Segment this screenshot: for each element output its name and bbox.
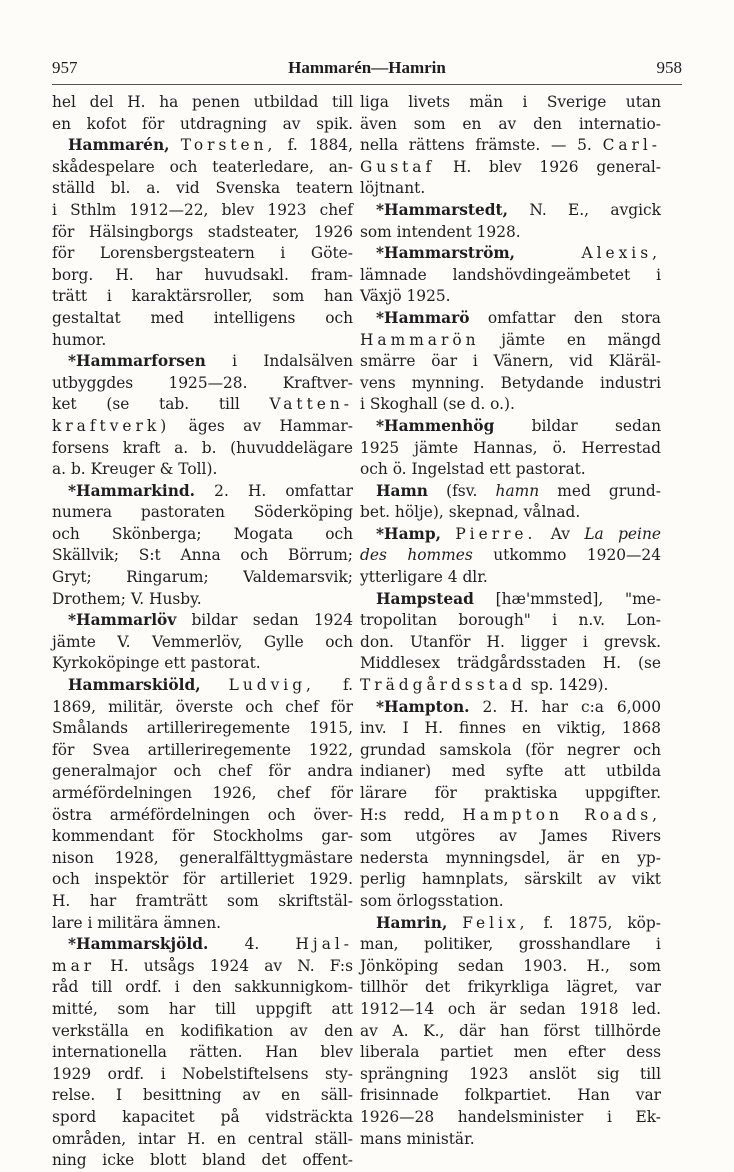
entry-headword: *Hammarforsen bbox=[68, 352, 206, 371]
page-header bbox=[52, 58, 682, 82]
text-segment: 1869, militär, överste och chef för bbox=[52, 697, 353, 716]
text-segment: Drothem; V. Husby. bbox=[52, 589, 202, 608]
spaced-name: Trädgårdsstad bbox=[360, 676, 526, 695]
text-segment: Jönköping sedan 1903. H., som bbox=[360, 956, 661, 975]
text-segment: verkställa en kodifikation av den bbox=[52, 1021, 353, 1040]
text-segment: trätt i karaktärsroller, som han bbox=[52, 287, 353, 306]
spaced-name: Felix, bbox=[462, 913, 529, 932]
text-segment: bildar sedan 1924 bbox=[176, 611, 353, 630]
text-segment: frisinnade folkpartiet. Han var bbox=[360, 1086, 661, 1105]
entry-headword: *Hammarlöv bbox=[68, 611, 177, 630]
text-line bbox=[360, 135, 661, 157]
entry-headword: *Hamp, bbox=[376, 524, 441, 543]
text-segment: sprängning 1923 anslöt sig till bbox=[360, 1064, 661, 1083]
text-segment: [hæ'mmsted], "me- bbox=[473, 589, 661, 608]
text-line bbox=[360, 394, 661, 416]
spaced-name: Hjal- bbox=[295, 935, 353, 954]
text-segment: och Skönberga; Mogata och bbox=[52, 524, 353, 543]
text-segment: och inspektör för artilleriet 1929. bbox=[52, 870, 353, 889]
text-segment: med grund- bbox=[539, 481, 661, 500]
text-segment: f. 1884, bbox=[276, 136, 353, 155]
text-line bbox=[360, 805, 661, 827]
text-segment: 1925 jämte Hannas, ö. Herrestad bbox=[360, 438, 661, 457]
entry-headword: Hammarskiöld, bbox=[68, 676, 201, 695]
text-segment bbox=[447, 914, 462, 932]
text-segment: vens mynning. Betydande industri bbox=[360, 373, 661, 392]
text-line bbox=[52, 1085, 353, 1107]
text-line bbox=[360, 610, 661, 632]
text-line bbox=[360, 826, 661, 848]
text-segment: liberala partiet men efter dess bbox=[360, 1043, 661, 1062]
entry-headword: Hamn bbox=[376, 481, 428, 500]
text-line bbox=[360, 1042, 661, 1064]
text-line bbox=[360, 416, 661, 438]
text-line bbox=[360, 222, 661, 244]
text-line bbox=[52, 805, 353, 827]
text-segment: inv. I H. finnes en viktig, 1868 bbox=[360, 719, 661, 738]
text-line bbox=[360, 1021, 661, 1043]
text-line bbox=[360, 330, 661, 352]
text-segment: skådespelare och teaterledare, an- bbox=[52, 157, 353, 176]
text-segment: äges av Hammar- bbox=[170, 416, 353, 435]
text-segment: bet. hölje), skepnad, vålnad. bbox=[360, 503, 581, 522]
text-line bbox=[52, 567, 353, 589]
text-line bbox=[360, 718, 661, 740]
text-segment: H. har framträtt som skriftstäl- bbox=[52, 891, 353, 910]
text-line bbox=[360, 697, 661, 719]
text-segment: lärare för praktiska uppgifter. bbox=[360, 784, 661, 802]
text-segment: H. blev 1926 general- bbox=[435, 157, 661, 176]
text-segment bbox=[441, 525, 455, 543]
text-segment: H. utsågs 1924 av N. F:s bbox=[95, 956, 353, 975]
text-segment: jämte V. Vemmerlöv, Gylle och bbox=[52, 632, 353, 651]
text-segment: Kyrkoköpinge ett pastorat. bbox=[52, 654, 261, 673]
text-line bbox=[360, 977, 661, 999]
entry-headword: *Hammenhög bbox=[376, 416, 495, 435]
text-line bbox=[360, 740, 661, 762]
text-line bbox=[360, 178, 661, 200]
text-segment: grundad samskola (för negrer och bbox=[360, 740, 661, 759]
text-line bbox=[52, 481, 353, 503]
text-line bbox=[52, 999, 353, 1021]
entry-headword: *Hammarkind. bbox=[68, 481, 196, 500]
text-line bbox=[52, 438, 353, 460]
text-line bbox=[52, 286, 353, 308]
text-segment: Av bbox=[536, 524, 585, 543]
text-segment: mitté, som har till uppgift att bbox=[52, 999, 353, 1018]
text-segment: generalmajor och chef för andra bbox=[52, 762, 353, 781]
spaced-name: Alexis, bbox=[581, 244, 661, 263]
text-segment: för Hälsingborgs stadsteater, 1926 bbox=[52, 222, 353, 241]
running-title: Hammarén—Hamrin bbox=[288, 58, 446, 77]
text-line bbox=[52, 718, 353, 740]
text-line bbox=[360, 200, 661, 222]
text-segment: sp. 1429). bbox=[525, 676, 609, 695]
text-line bbox=[52, 114, 353, 136]
text-line bbox=[52, 178, 353, 200]
text-segment: nedersta mynningsdel, är en yp- bbox=[360, 848, 661, 867]
text-segment: en kofot för utdragning av spik. bbox=[52, 114, 353, 133]
text-segment: 2. H. omfattar bbox=[195, 481, 353, 500]
text-line bbox=[52, 1042, 353, 1064]
text-segment: omfattar den stora bbox=[469, 308, 661, 327]
right-column bbox=[360, 92, 661, 1150]
text-line bbox=[360, 545, 661, 567]
italic-text: La peine bbox=[584, 524, 661, 543]
text-line bbox=[360, 502, 661, 524]
text-line bbox=[52, 826, 353, 848]
italic-text: hamn bbox=[495, 481, 540, 500]
text-line bbox=[52, 934, 353, 956]
text-segment: ning icke blott bland det offent- bbox=[52, 1151, 353, 1170]
text-segment: f. 1875, köp- bbox=[528, 913, 661, 932]
entry-headword: Hamrin, bbox=[376, 913, 448, 932]
text-segment: i Indalsälven bbox=[205, 352, 353, 371]
text-line bbox=[360, 459, 661, 481]
text-segment: tropolitan borough" i n.v. Lon- bbox=[360, 611, 661, 630]
text-segment: jämte en mängd bbox=[479, 330, 661, 349]
text-segment: 1929 ordf. i Nobelstiftelsens sty- bbox=[52, 1064, 353, 1083]
text-line bbox=[360, 438, 661, 460]
text-line bbox=[360, 243, 661, 265]
text-segment: 2. H. har c:a 6,000 bbox=[469, 697, 661, 716]
text-segment: löjtnant. bbox=[360, 179, 426, 198]
entry-headword: *Hammarskjöld. bbox=[68, 935, 209, 954]
text-line bbox=[360, 999, 661, 1021]
text-segment bbox=[201, 676, 229, 694]
text-segment: utkommo 1920—24 bbox=[472, 546, 662, 565]
text-segment: numera pastoraten Söderköping bbox=[52, 503, 353, 522]
text-line bbox=[52, 891, 353, 913]
text-segment: indianer) med syfte att utbilda bbox=[360, 762, 661, 781]
text-line bbox=[360, 675, 661, 697]
text-line bbox=[360, 761, 661, 783]
text-line bbox=[360, 157, 661, 179]
text-segment: för Lorensbergsteatern i Göte- bbox=[52, 244, 353, 263]
text-segment: relse. I besittning av en säll- bbox=[52, 1086, 353, 1105]
text-line bbox=[360, 589, 661, 611]
text-segment: som utgöres av James Rivers bbox=[360, 827, 661, 846]
spaced-name: Vatten- bbox=[269, 395, 353, 414]
text-line bbox=[52, 1129, 353, 1151]
text-line bbox=[52, 1064, 353, 1086]
text-line bbox=[52, 502, 353, 524]
text-line bbox=[360, 524, 661, 546]
entry-headword: *Hammarström, bbox=[376, 244, 516, 263]
entry-headword: *Hammarö bbox=[376, 308, 470, 327]
text-line bbox=[52, 330, 353, 352]
text-segment: utbyggdes 1925—28. Kraftver- bbox=[52, 373, 353, 392]
text-segment: spord kapacitet på vidsträckta bbox=[52, 1107, 353, 1126]
spaced-name: kraftverk) bbox=[52, 416, 171, 435]
text-line bbox=[52, 308, 353, 330]
text-line bbox=[360, 913, 661, 935]
text-segment: ket (se tab. till bbox=[52, 395, 270, 414]
text-segment: 1912—14 och är sedan 1918 led. bbox=[360, 999, 661, 1018]
text-line bbox=[360, 114, 661, 136]
spaced-name: mar bbox=[52, 956, 96, 975]
text-line bbox=[52, 589, 353, 611]
text-line bbox=[52, 761, 353, 783]
text-line bbox=[360, 265, 661, 287]
text-segment: H:s redd, bbox=[360, 805, 463, 824]
text-segment: tillhör det frikyrkliga lägret, var bbox=[360, 978, 661, 997]
text-line bbox=[52, 610, 353, 632]
text-segment: borg. H. har huvudsakl. fram- bbox=[52, 265, 353, 284]
text-line bbox=[52, 92, 353, 114]
text-segment: nella rättens främste. — 5. bbox=[360, 136, 603, 155]
spaced-name: Gustaf bbox=[360, 157, 436, 176]
page-number-right: 958 bbox=[656, 58, 682, 77]
text-line bbox=[360, 632, 661, 654]
text-line bbox=[52, 265, 353, 287]
text-segment: don. Utanför H. ligger i grevsk. bbox=[360, 632, 661, 651]
text-segment: N. E., avgick bbox=[508, 200, 661, 219]
text-line bbox=[360, 1129, 661, 1151]
text-line bbox=[52, 913, 353, 935]
text-segment: arméfördelningen 1926, chef för bbox=[52, 784, 353, 802]
text-line bbox=[52, 416, 353, 438]
entry-headword: *Hammarstedt, bbox=[376, 200, 509, 219]
text-segment: smärre öar i Vänern, vid Kläräl- bbox=[360, 352, 661, 371]
text-segment: Middlesex trädgårdsstaden H. (se bbox=[360, 654, 661, 673]
text-segment: för Svea artilleriregemente 1922, bbox=[52, 740, 353, 759]
text-segment: kommendant för Stockholms gar- bbox=[52, 827, 353, 846]
text-line bbox=[52, 848, 353, 870]
text-line bbox=[52, 545, 353, 567]
text-segment: östra arméfördelningen och över- bbox=[52, 805, 353, 824]
text-segment: ställd bl. a. vid Svenska teatern bbox=[52, 179, 353, 198]
text-line bbox=[360, 783, 661, 805]
text-segment: som örlogsstation. bbox=[360, 891, 504, 910]
spaced-name: Carl- bbox=[602, 136, 661, 155]
entry-headword: *Hampton. bbox=[376, 697, 470, 716]
text-segment: f. bbox=[314, 676, 353, 695]
text-line bbox=[52, 632, 353, 654]
text-line bbox=[52, 697, 353, 719]
text-line bbox=[52, 459, 353, 481]
text-line bbox=[360, 373, 661, 395]
spaced-name: Torsten, bbox=[180, 136, 277, 155]
header-rule bbox=[52, 84, 682, 85]
spaced-name: Ludvig, bbox=[228, 676, 315, 695]
text-segment: man, politiker, grosshandlare i bbox=[360, 935, 661, 954]
text-line bbox=[52, 373, 353, 395]
entry-headword: Hampstead bbox=[376, 589, 474, 608]
text-line bbox=[360, 286, 661, 308]
text-line bbox=[360, 869, 661, 891]
text-line bbox=[52, 977, 353, 999]
text-line bbox=[52, 783, 353, 805]
text-segment: i Sthlm 1912—22, blev 1923 chef bbox=[52, 200, 353, 219]
text-segment: i Skoghall (se d. o.). bbox=[360, 395, 515, 414]
text-line bbox=[52, 394, 353, 416]
text-segment: områden, intar H. en central ställ- bbox=[52, 1129, 353, 1148]
text-line bbox=[52, 956, 353, 978]
text-line bbox=[360, 92, 661, 114]
text-line bbox=[52, 653, 353, 675]
text-segment: råd till ordf. i den sakkunnigkom- bbox=[52, 978, 353, 997]
text-line bbox=[360, 1107, 661, 1129]
text-segment: forsens kraft a. b. (huvuddelägare bbox=[52, 438, 353, 457]
text-line bbox=[52, 675, 353, 697]
text-segment: även som en av den internatio- bbox=[360, 114, 661, 133]
text-segment: gestaltat med intelligens och bbox=[52, 308, 353, 327]
page-number-left: 957 bbox=[52, 58, 78, 77]
text-segment: (fsv. bbox=[428, 481, 496, 500]
text-line bbox=[360, 1085, 661, 1107]
text-line bbox=[52, 222, 353, 244]
spaced-name: Hammarön bbox=[360, 330, 480, 349]
text-line bbox=[52, 351, 353, 373]
text-line bbox=[360, 481, 661, 503]
text-segment: 4. bbox=[208, 935, 296, 954]
text-segment: a. b. Kreuger & Toll). bbox=[52, 460, 218, 479]
text-line bbox=[52, 200, 353, 222]
entry-headword: Hammarén, bbox=[68, 136, 170, 155]
text-line bbox=[52, 869, 353, 891]
text-line bbox=[360, 653, 661, 675]
text-line bbox=[360, 956, 661, 978]
text-segment bbox=[515, 244, 581, 262]
text-line bbox=[52, 1150, 353, 1172]
spaced-name: Hampton Roads, bbox=[462, 805, 661, 824]
text-segment: Växjö 1925. bbox=[360, 287, 451, 306]
text-line bbox=[52, 740, 353, 762]
text-segment: lare i militära ämnen. bbox=[52, 913, 222, 932]
text-segment: som intendent 1928. bbox=[360, 222, 521, 241]
text-line bbox=[52, 157, 353, 179]
text-segment: mans ministär. bbox=[360, 1129, 475, 1148]
italic-text: des hommes bbox=[360, 546, 473, 565]
text-segment: Gryt; Ringarum; Valdemarsvik; bbox=[52, 568, 353, 587]
text-line bbox=[52, 135, 353, 157]
text-segment: hel del H. ha penen utbildad till bbox=[52, 93, 353, 111]
text-line bbox=[360, 351, 661, 373]
text-segment: Skällvik; S:t Anna och Börrum; bbox=[52, 546, 353, 565]
text-line bbox=[360, 1064, 661, 1086]
left-column bbox=[52, 92, 353, 1172]
text-segment bbox=[170, 136, 181, 154]
text-line bbox=[360, 848, 661, 870]
text-segment: 1926—28 handelsminister i Ek- bbox=[360, 1107, 661, 1126]
spaced-name: Pierre. bbox=[455, 524, 537, 543]
text-segment: Smålands artilleriregemente 1915, bbox=[52, 719, 353, 738]
text-segment: av A. K., där han först tillhörde bbox=[360, 1021, 661, 1040]
text-segment: och ö. Ingelstad ett pastorat. bbox=[360, 460, 586, 479]
text-line bbox=[52, 1107, 353, 1129]
text-line bbox=[360, 567, 661, 589]
text-line bbox=[360, 934, 661, 956]
text-segment: liga livets män i Sverige utan bbox=[360, 93, 661, 111]
text-line bbox=[360, 891, 661, 913]
text-line bbox=[52, 1021, 353, 1043]
text-segment: bildar sedan bbox=[494, 416, 661, 435]
text-segment: internationella rätten. Han blev bbox=[52, 1043, 353, 1062]
text-line bbox=[52, 243, 353, 265]
text-line bbox=[52, 524, 353, 546]
text-segment: nison 1928, generalfälttygmästare bbox=[52, 848, 353, 867]
text-line bbox=[360, 308, 661, 330]
text-segment: lämnade landshövdingeämbetet i bbox=[360, 265, 661, 284]
text-segment: perlig hamnplats, särskilt av vikt bbox=[360, 870, 661, 889]
text-segment: ytterligare 4 dlr. bbox=[360, 568, 488, 587]
text-segment: humor. bbox=[52, 330, 107, 349]
